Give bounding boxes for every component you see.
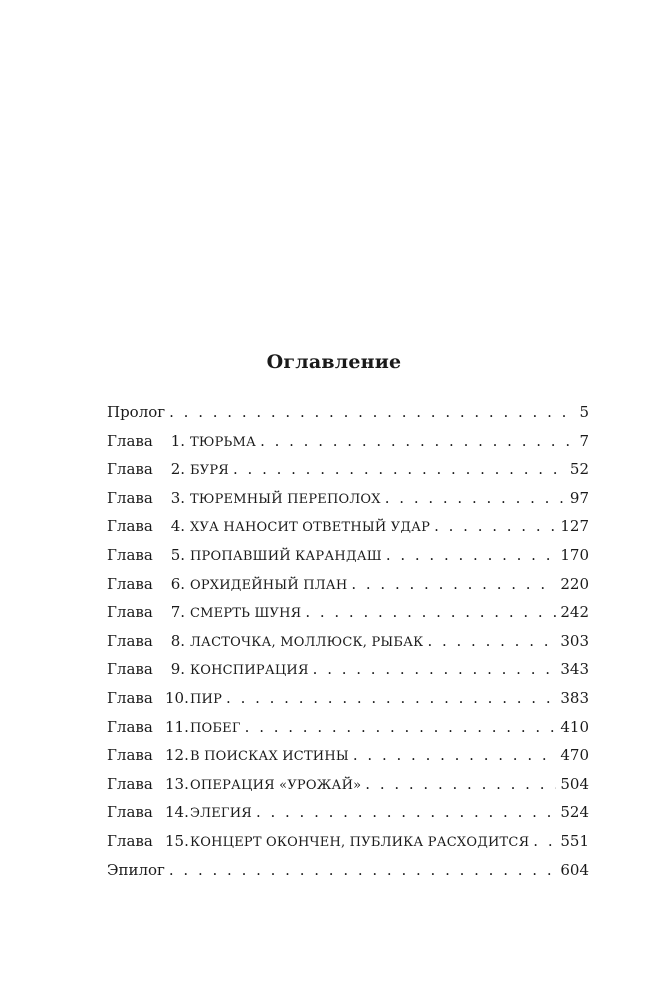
chapter-word: Глава (107, 717, 153, 736)
chapter-number: 1. (170, 431, 185, 450)
toc-page-number: 7 (579, 431, 589, 450)
chapter-number: 10. (165, 688, 189, 707)
toc-page-number: 504 (560, 774, 589, 793)
toc-page-number: 97 (569, 488, 589, 507)
toc-entry-chapter-15[interactable] (107, 827, 589, 856)
dot-leader (353, 741, 556, 770)
dot-leader (427, 627, 556, 656)
chapter-title: ХУА НАНОСИТ ОТВЕТНЫЙ УДАР (190, 520, 431, 536)
toc-page-number: 220 (560, 574, 589, 593)
chapter-word: Глава (107, 517, 153, 536)
toc-entry-chapter-11[interactable] (107, 713, 589, 742)
toc-entry-epilogue[interactable] (107, 856, 589, 885)
chapter-title: ОПЕРАЦИЯ «УРОЖАЙ» (190, 777, 362, 793)
toc-page-number: 524 (560, 803, 589, 822)
chapter-word: Глава (107, 631, 153, 650)
dot-leader (256, 798, 556, 827)
chapter-word: Глава (107, 774, 153, 793)
toc-entry-prologue[interactable] (107, 398, 589, 427)
chapter-word: Глава (107, 545, 153, 564)
dot-leader (351, 570, 556, 599)
chapter-title: СМЕРТЬ ШУНЯ (190, 606, 302, 622)
toc-page-number: 383 (560, 688, 589, 707)
toc-entry-chapter-7[interactable] (107, 598, 589, 627)
chapter-number: 5. (170, 545, 185, 564)
chapter-word: Глава (107, 431, 153, 450)
toc-page-number: 52 (569, 460, 589, 479)
chapter-number: 3. (170, 488, 185, 507)
chapter-number: 7. (170, 603, 185, 622)
dot-leader (386, 541, 557, 570)
toc-entry-chapter-12[interactable] (107, 741, 589, 770)
toc-page-number: 5 (579, 403, 589, 421)
toc-entry-chapter-2[interactable] (107, 455, 589, 484)
toc-entry-chapter-10[interactable] (107, 684, 589, 713)
chapter-word: Глава (107, 603, 153, 622)
chapter-number: 4. (170, 517, 185, 536)
dot-leader (305, 598, 556, 627)
toc-entry-chapter-14[interactable] (107, 798, 589, 827)
dot-leader (245, 713, 557, 742)
toc-page-number: 127 (560, 517, 589, 536)
toc-title: Оглавление (266, 351, 402, 373)
toc-entry-chapter-1[interactable] (107, 427, 589, 456)
dot-leader (365, 770, 556, 799)
chapter-number: 14. (165, 803, 189, 822)
chapter-title: ТЮРЬМА (190, 434, 257, 450)
toc-page-number: 242 (560, 603, 589, 622)
chapter-title: КОНСПИРАЦИЯ (190, 663, 309, 679)
toc-entry-chapter-4[interactable] (107, 512, 589, 541)
chapter-number: 13. (165, 774, 189, 793)
chapter-title: ЭЛЕГИЯ (190, 806, 252, 822)
toc-entry-chapter-8[interactable] (107, 627, 589, 656)
chapter-word: Глава (107, 688, 153, 707)
chapter-word: Глава (107, 660, 153, 679)
dot-leader (260, 427, 575, 456)
dot-leader (533, 827, 556, 856)
dot-leader (169, 856, 556, 885)
toc-entry-chapter-5[interactable] (107, 541, 589, 570)
chapter-title: ПИР (190, 691, 223, 707)
chapter-number: 11. (165, 717, 189, 736)
dot-leader (313, 655, 557, 684)
chapter-number: 8. (170, 631, 185, 650)
toc-page-number: 303 (560, 631, 589, 650)
toc-entry-label: Эпилог (107, 860, 165, 879)
chapter-title: ПОБЕГ (190, 720, 241, 736)
toc-entry-chapter-9[interactable] (107, 655, 589, 684)
toc-entry-chapter-6[interactable] (107, 570, 589, 599)
chapter-word: Глава (107, 460, 153, 479)
chapter-number: 9. (170, 660, 185, 679)
chapter-title: В ПОИСКАХ ИСТИНЫ (190, 749, 349, 765)
toc-entry-chapter-3[interactable] (107, 484, 589, 513)
chapter-number: 6. (170, 574, 185, 593)
chapter-number: 12. (165, 746, 189, 765)
chapter-title: КОНЦЕРТ ОКОНЧЕН, ПУБЛИКА РАСХОДИТСЯ (190, 834, 530, 850)
toc-page-number: 470 (560, 746, 589, 765)
dot-leader (434, 512, 556, 541)
toc-page-number: 343 (560, 660, 589, 679)
chapter-title: ПРОПАВШИЙ КАРАНДАШ (190, 548, 382, 564)
toc-page-number: 170 (560, 545, 589, 564)
chapter-title: ТЮРЕМНЫЙ ПЕРЕПОЛОХ (190, 491, 381, 507)
chapter-number: 15. (165, 831, 189, 850)
chapter-title: ЛАСТОЧКА, МОЛЛЮСК, РЫБАК (190, 634, 424, 650)
chapter-word: Глава (107, 488, 153, 507)
toc-page-number: 410 (560, 717, 589, 736)
toc-entry-chapter-13[interactable] (107, 770, 589, 799)
dot-leader (233, 455, 566, 484)
chapter-word: Глава (107, 803, 153, 822)
chapter-word: Глава (107, 574, 153, 593)
dot-leader (226, 684, 556, 713)
toc-page-number: 604 (560, 860, 589, 879)
dot-leader (385, 484, 566, 513)
toc-entry-label: Пролог (107, 403, 166, 421)
chapter-word: Глава (107, 746, 153, 765)
dot-leader (169, 398, 575, 427)
chapter-number: 2. (170, 460, 185, 479)
toc-list (107, 398, 589, 884)
chapter-title: БУРЯ (190, 463, 229, 479)
chapter-word: Глава (107, 831, 153, 850)
toc-page-number: 551 (560, 831, 589, 850)
chapter-title: ОРХИДЕЙНЫЙ ПЛАН (190, 577, 348, 593)
